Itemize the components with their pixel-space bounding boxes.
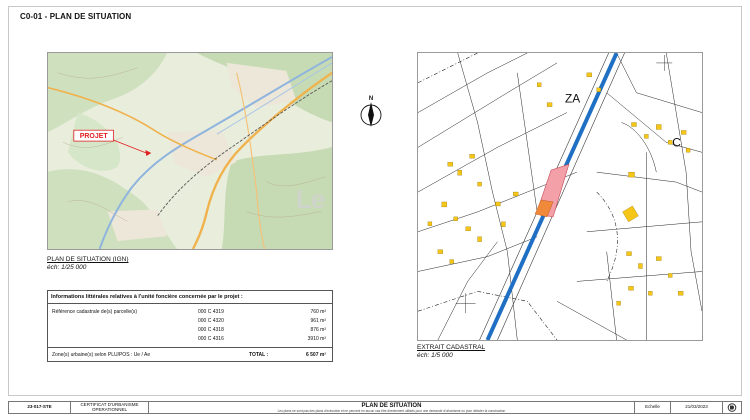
footer-sheet-title-cell xyxy=(149,402,635,413)
parcel-area: 876 m² xyxy=(310,327,326,333)
company-logo-icon xyxy=(723,402,741,413)
footer-sheet-note: Les plans ne sont pas des plans d'exécution et ne peuvent en aucun cas être directement utilisés pour une demande d'urbanisme ou pour débuter la construction xyxy=(277,408,506,413)
parcel-table-rows-label: Référence cadastrale de(s) parcelle(s) xyxy=(52,309,138,315)
parcel-table-heading: Informations littérales relatives à l'unité foncière concernée par le projet : xyxy=(51,294,243,300)
cadastre-map-caption xyxy=(417,344,485,360)
north-arrow-label: N xyxy=(368,96,374,102)
parcel-ref: 000 C 4318 xyxy=(198,327,224,333)
ign-map-caption xyxy=(47,256,129,272)
cadastre-map-caption-scale: éch: 1/5 000 xyxy=(417,352,453,359)
ign-map-caption-title: PLAN DE SITUATION (IGN) xyxy=(47,256,129,263)
page-title: C0-01 - PLAN DE SITUATION xyxy=(20,12,132,21)
zone-label-za: ZA xyxy=(564,91,581,106)
watermark-text: Le xyxy=(296,184,325,214)
title-block xyxy=(8,401,742,414)
parcel-area: 760 m² xyxy=(310,309,326,315)
footer-date: 21/03/2023 xyxy=(671,402,723,413)
cadastre-map-caption-title: EXTRAIT CADASTRAL xyxy=(417,344,486,351)
cadastre-map xyxy=(417,52,703,341)
parcel-table-divider xyxy=(48,303,332,304)
parcel-area: 3910 m² xyxy=(307,336,326,342)
project-label: PROJET xyxy=(79,133,108,141)
total-label: TOTAL : xyxy=(249,352,269,358)
parcel-info-table xyxy=(47,290,333,362)
watermark xyxy=(296,184,324,215)
parcel-area: 961 m² xyxy=(310,318,326,324)
parcel-table-divider xyxy=(48,347,332,348)
total-value: 6 507 m² xyxy=(305,352,326,358)
ign-map-caption-scale: éch: 1/25 000 xyxy=(47,264,87,271)
parcel-ref: 000 C 4316 xyxy=(198,336,224,342)
ign-map-drawing xyxy=(48,53,332,249)
zone-label-c: C xyxy=(672,135,681,150)
footer-sheet-title: PLAN DE SITUATION xyxy=(361,402,422,409)
parcel-ref: 000 C 4320 xyxy=(198,318,224,324)
cadastre-map-drawing xyxy=(418,53,702,340)
north-arrow-icon xyxy=(357,94,385,128)
zone-label: Zone(s) urbaine(s) selon PLU/POS : Ue / Ae xyxy=(52,352,151,358)
footer-scale-label: Echelle xyxy=(635,402,671,413)
footer-project-code: 23-017-STE xyxy=(9,402,71,413)
footer-document-type: CERTIFICAT D'URBANISME OPERATIONNEL xyxy=(71,402,149,413)
parcel-ref: 000 C 4319 xyxy=(198,309,224,315)
ign-map xyxy=(47,52,333,250)
